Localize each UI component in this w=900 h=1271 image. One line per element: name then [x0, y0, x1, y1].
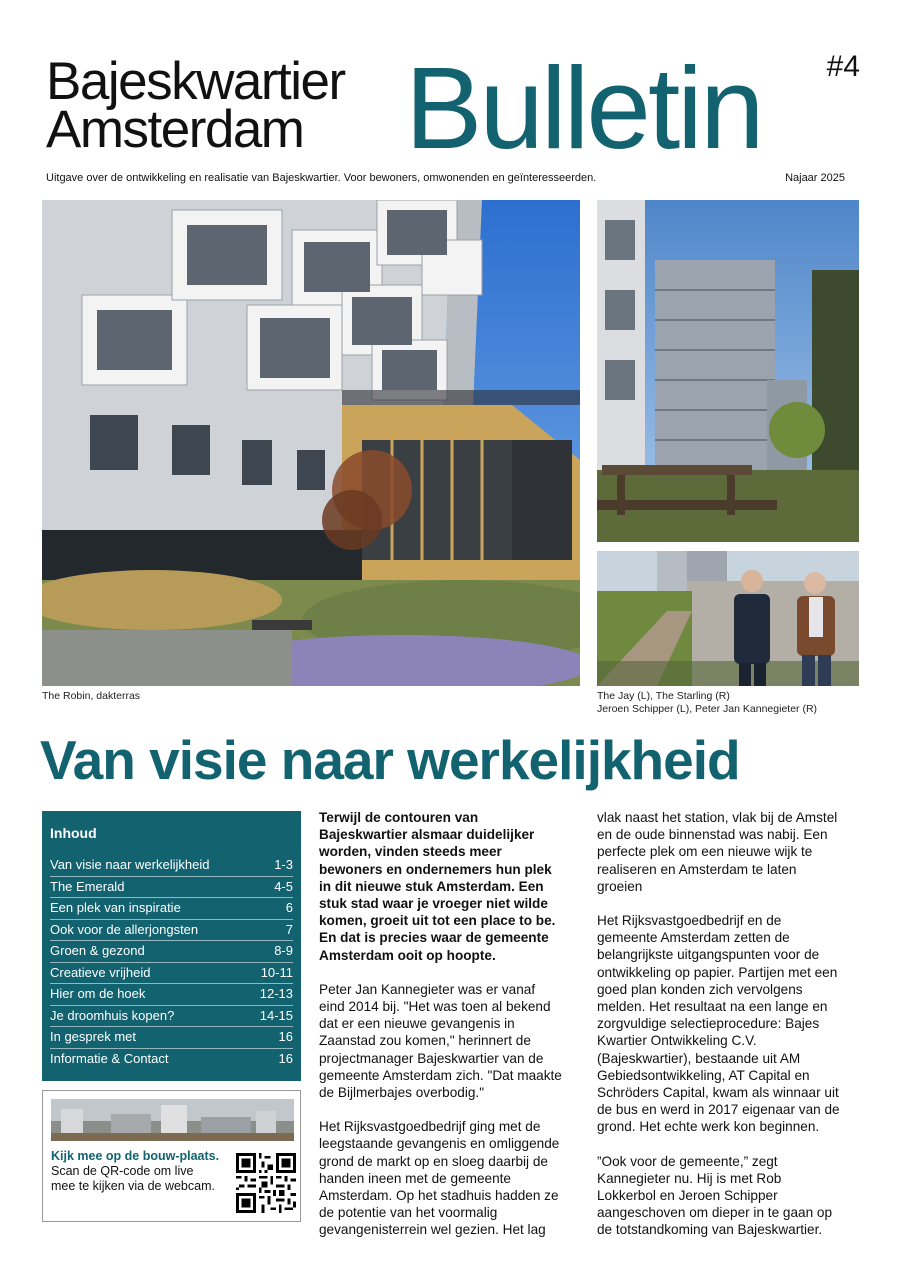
toc-title: Inhoud: [50, 825, 97, 841]
toc-item-label: The Emerald: [50, 878, 125, 894]
article-column-1: [319, 809, 564, 1256]
article-headline: Van visie naar werkelijkheid: [40, 729, 740, 791]
toc-item-pages: 4-5: [274, 878, 293, 894]
toc-item-label: Je droomhuis kopen?: [50, 1007, 175, 1023]
toc-item-pages: 7: [285, 921, 293, 937]
toc-item[interactable]: [50, 941, 293, 963]
webcam-title: Kijk mee op de bouw-plaats.: [51, 1149, 220, 1163]
toc-item[interactable]: [50, 1049, 293, 1070]
side-photo-towers: [597, 200, 859, 542]
toc-item[interactable]: [50, 920, 293, 942]
webcam-description: Scan de QR-code om live mee te kijken via de webcam.: [51, 1164, 215, 1193]
webcam-text: [51, 1149, 221, 1194]
toc-item-pages: 14-15: [259, 1007, 293, 1023]
toc-item[interactable]: [50, 1027, 293, 1049]
toc-item[interactable]: [50, 877, 293, 899]
toc-item[interactable]: [50, 898, 293, 920]
toc-item-label: In gesprek met: [50, 1029, 136, 1044]
article-paragraph: Het Rijksvastgoedbedrijf en de gemeente Amsterdam zetten de belangrijkste uitgangspunten voor de ontwikkeling op papier. Partijen met een goed plan konden zich vervolgens melden. Het resultaat na een lange en zorgvuldige selectieprocedure: Bajes Kwartier Ontwikkeling C.V. (Bajeskwartier), bestaande uit AM Gebiedsontwikkeling, AT Capital en Schröders Capital, kwam als winnaar uit de bus en werd in 2017 eigenaar van de grond. Het echte werk kon beginnen.: [597, 913, 840, 1135]
toc-item-label: Van visie naar werkelijkheid: [50, 857, 210, 872]
toc-item[interactable]: [50, 984, 293, 1006]
main-photo-caption: The Robin, dakterras: [42, 690, 141, 702]
toc-item-label: Hier om de hoek: [50, 986, 146, 1001]
article-lead: Terwijl de contouren van Bajeskwartier alsmaar duidelijker worden, vinden steeds meer bewoners en ondernemers hun plek in dit nieuwe stuk Amsterdam. Een stuk stad waar je vroeger niet wilde komen, groeit uit tot een place to be. En dat is precies waar de gemeente Amsterdam ooit op hoopte.: [319, 810, 556, 963]
masthead-subtitle: Uitgave over de ontwikkeling en realisatie van Bajeskwartier. Voor bewoners, omwonenden en geïnteresseerden.: [46, 172, 597, 184]
toc-item-pages: 16: [278, 1050, 293, 1066]
toc-item-pages: 8-9: [274, 943, 293, 958]
toc-item-label: Informatie & Contact: [50, 1050, 169, 1066]
toc-item[interactable]: [50, 963, 293, 985]
issue-season: Najaar 2025: [785, 172, 845, 184]
webcam-box: [42, 1090, 301, 1222]
article-paragraph: vlak naast het station, vlak bij de Amstel en de oude binnenstad was nabij. Een perfecte plek om een nieuwe wijk te realiseren en Amsterdam te laten groeien: [597, 810, 838, 894]
issue-number: #4: [826, 50, 860, 83]
article-paragraph: Het Rijksvastgoedbedrijf ging met de leegstaande gevangenis en omliggende grond de markt op en sloeg daarbij de handen ineen met de gemeente Amsterdam. Op het stadhuis hadden ze de potentie van het voormalig gevangenisterrein wel gezien. Het lag: [319, 1119, 560, 1238]
side-photo-caption-2: Jeroen Schipper (L), Peter Jan Kannegieter (R): [597, 703, 818, 715]
toc-item-pages: 12-13: [259, 986, 293, 1001]
toc-item-pages: 1-3: [274, 857, 293, 872]
toc-item-pages: 10-11: [260, 964, 293, 980]
table-of-contents: [42, 811, 301, 1081]
masthead-line-2: Amsterdam: [46, 100, 304, 159]
side-photo-caption-1: The Jay (L), The Starling (R): [597, 690, 730, 702]
article-paragraph: Peter Jan Kannegieter was er vanaf eind 2014 bij. "Het was toen al bekend dat er een nieuwe gevangenis in Zaanstad zou komen," herinnert de projectmanager Bajeskwartier van de gemeente Amsterdam zich. "Dat maakte de Bijlmerbajes overbodig.": [319, 981, 562, 1101]
qr-code-icon[interactable]: [236, 1153, 296, 1213]
masthead-name: [46, 52, 345, 159]
side-photo-portrait: [597, 551, 859, 686]
masthead-title: Bulletin: [405, 43, 762, 173]
toc-item[interactable]: [50, 1006, 293, 1028]
main-photo: [42, 200, 580, 686]
toc-item-label: Groen & gezond: [50, 943, 145, 958]
toc-item-label: Ook voor de allerjongsten: [50, 921, 199, 937]
toc-item-label: Een plek van inspiratie: [50, 900, 181, 915]
masthead-line-1: Bajeskwartier: [46, 52, 345, 111]
article-paragraph: ”Ook voor de gemeente,” zegt Kannegieter nu. Hij is met Rob Lokkerbol en Jeroen Schipper aangeschoven om dieper in te gaan op de totstandkoming van Bajeskwartier.: [597, 1153, 833, 1238]
article-column-2: [597, 809, 842, 1256]
toc-item[interactable]: [50, 855, 293, 877]
toc-item-pages: 16: [278, 1029, 293, 1044]
webcam-photo: [51, 1099, 294, 1141]
toc-item-pages: 6: [285, 900, 293, 915]
toc-item-label: Creatieve vrijheid: [50, 964, 151, 980]
